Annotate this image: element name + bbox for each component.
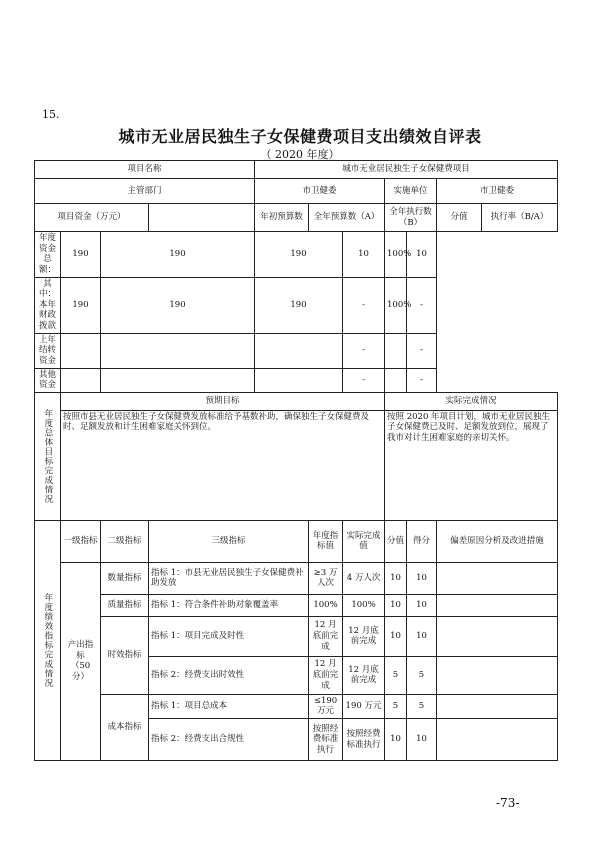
funds-cell: 190 xyxy=(61,232,101,278)
col-header-level3: 三级指标 xyxy=(149,520,309,562)
funds-cell xyxy=(385,368,407,392)
funds-cell: 100% xyxy=(385,277,407,333)
funds-cell: 10 xyxy=(343,232,385,278)
level3-indicator: 指标 1：项目总成本 xyxy=(149,694,309,718)
target-value: 按照经费标准执行 xyxy=(309,719,343,761)
table-row xyxy=(35,368,558,392)
target-value: 12 月底前完成 xyxy=(309,656,343,694)
funds-cell: - xyxy=(407,368,437,392)
page-number: -73- xyxy=(496,796,520,810)
deviation-reason xyxy=(437,719,558,761)
expected-goal-text: 按照市县无业居民独生子女保健费发放标准给予基数补助，确保独生子女保健费及时、足额发放和计生困难家庭关怀到位。 xyxy=(61,410,385,520)
level3-indicator: 指标 2：经费支出时效性 xyxy=(149,656,309,694)
deviation-reason xyxy=(437,616,558,656)
impl-label: 实施单位 xyxy=(385,179,437,204)
col-header-reason: 偏差原因分析及改进措施 xyxy=(437,520,558,562)
funds-header-blank xyxy=(149,204,255,232)
score: 10 xyxy=(407,616,437,656)
score-value: 10 xyxy=(385,616,407,656)
col-header-actual: 实际完成值 xyxy=(343,520,385,562)
funds-cell: 10 xyxy=(407,232,437,278)
deviation-reason xyxy=(437,594,558,616)
score: 5 xyxy=(407,656,437,694)
level3-indicator: 指标 2：经费支出合规性 xyxy=(149,719,309,761)
funds-row-name: 其中：本年财政拨款 xyxy=(35,277,61,333)
score-value: 5 xyxy=(385,656,407,694)
page-title: 城市无业居民独生子女保健费项目支出绩效自评表 xyxy=(118,127,482,146)
score: 10 xyxy=(407,562,437,594)
impl-value: 市卫健委 xyxy=(437,179,558,204)
funds-header: 全年预算数（A） xyxy=(309,204,385,232)
actual-result-text: 按照 2020 年项目计划，城市无业居民独生子女保健费已及时、足额发放到位，展现了我市对计生困难家庭的亲切关怀。 xyxy=(385,410,558,520)
funds-cell: 190 xyxy=(101,277,255,333)
funds-label: 项目资金（万元） xyxy=(35,204,149,232)
indicators-side-label: 年度绩效指标完成情况 xyxy=(35,520,61,760)
project-name-label: 项目名称 xyxy=(35,161,255,179)
evaluation-table xyxy=(34,160,558,761)
doc-number: 15. xyxy=(42,108,60,121)
deviation-reason xyxy=(437,694,558,718)
funds-cell xyxy=(61,333,101,368)
actual-value: 4 万人次 xyxy=(343,562,385,594)
funds-cell xyxy=(255,368,343,392)
funds-cell: 190 xyxy=(255,277,343,333)
funds-header: 执行率（B/A） xyxy=(482,204,558,232)
funds-row-name: 其他资金 xyxy=(35,368,61,392)
level1-indicator: 产出指标（50分） xyxy=(61,562,101,760)
table-row xyxy=(35,594,558,616)
table-row xyxy=(35,333,558,368)
funds-cell xyxy=(61,368,101,392)
table-row xyxy=(35,392,558,410)
deviation-reason xyxy=(437,562,558,594)
funds-cell: 100% xyxy=(385,232,407,278)
score-value: 10 xyxy=(385,594,407,616)
col-header-score-value: 分值 xyxy=(385,520,407,562)
funds-cell xyxy=(101,368,255,392)
table-row xyxy=(35,410,558,520)
table-row xyxy=(35,694,558,718)
funds-row-name: 上年结转资金 xyxy=(35,333,61,368)
level3-indicator: 指标 1：市县无业居民独生子女保健费补助发放 xyxy=(149,562,309,594)
table-row xyxy=(35,520,558,562)
target-value: 100% xyxy=(309,594,343,616)
deviation-reason xyxy=(437,656,558,694)
actual-value: 12 月底前完成 xyxy=(343,616,385,656)
level2-indicator: 数量指标 xyxy=(101,562,149,594)
funds-row-name: 年度资金总额： xyxy=(35,232,61,278)
col-header-level2: 二级指标 xyxy=(101,520,149,562)
funds-cell: 190 xyxy=(255,232,343,278)
funds-header: 全年执行数（B） xyxy=(385,204,437,232)
level3-indicator: 指标 1：符合条件补助对象覆盖率 xyxy=(149,594,309,616)
table-row xyxy=(35,562,558,594)
target-value: ≤190 万元 xyxy=(309,694,343,718)
level2-indicator: 成本指标 xyxy=(101,694,149,760)
funds-cell: - xyxy=(343,277,385,333)
goals-side-label: 年度总体目标完成情况 xyxy=(35,392,61,520)
funds-cell: - xyxy=(407,277,437,333)
col-header-score: 得分 xyxy=(407,520,437,562)
score: 10 xyxy=(407,594,437,616)
funds-cell xyxy=(385,333,407,368)
actual-value: 12 月底前完成 xyxy=(343,656,385,694)
col-header-target: 年度指标值 xyxy=(309,520,343,562)
level2-indicator: 质量指标 xyxy=(101,594,149,616)
funds-cell xyxy=(255,333,343,368)
expected-goal-header: 预期目标 xyxy=(61,392,385,410)
funds-cell: 190 xyxy=(101,232,255,278)
dept-label: 主管部门 xyxy=(35,179,255,204)
funds-cell: 190 xyxy=(61,277,101,333)
level2-indicator: 时效指标 xyxy=(101,616,149,694)
actual-result-header: 实际完成情况 xyxy=(385,392,558,410)
score: 10 xyxy=(407,719,437,761)
project-name-value: 城市无业居民独生子女保健费项目 xyxy=(255,161,558,179)
funds-cell: - xyxy=(343,368,385,392)
target-value: 12 月底前完成 xyxy=(309,616,343,656)
level3-indicator: 指标 1：项目完成及时性 xyxy=(149,616,309,656)
score: 5 xyxy=(407,694,437,718)
score-value: 5 xyxy=(385,694,407,718)
page-subtitle: （ 2020 年度） xyxy=(260,148,340,161)
table-row xyxy=(35,277,558,333)
table-row xyxy=(35,616,558,656)
actual-value: 按照经费标准执行 xyxy=(343,719,385,761)
col-header-level1: 一级指标 xyxy=(61,520,101,562)
actual-value: 190 万元 xyxy=(343,694,385,718)
score-value: 10 xyxy=(385,562,407,594)
funds-cell: - xyxy=(343,333,385,368)
funds-cell: - xyxy=(407,333,437,368)
funds-header: 年初预算数 xyxy=(255,204,309,232)
target-value: ≥3 万人次 xyxy=(309,562,343,594)
table-row xyxy=(35,232,558,278)
dept-value: 市卫健委 xyxy=(255,179,385,204)
score-value: 10 xyxy=(385,719,407,761)
actual-value: 100% xyxy=(343,594,385,616)
funds-header: 分值 xyxy=(437,204,482,232)
funds-cell xyxy=(101,333,255,368)
